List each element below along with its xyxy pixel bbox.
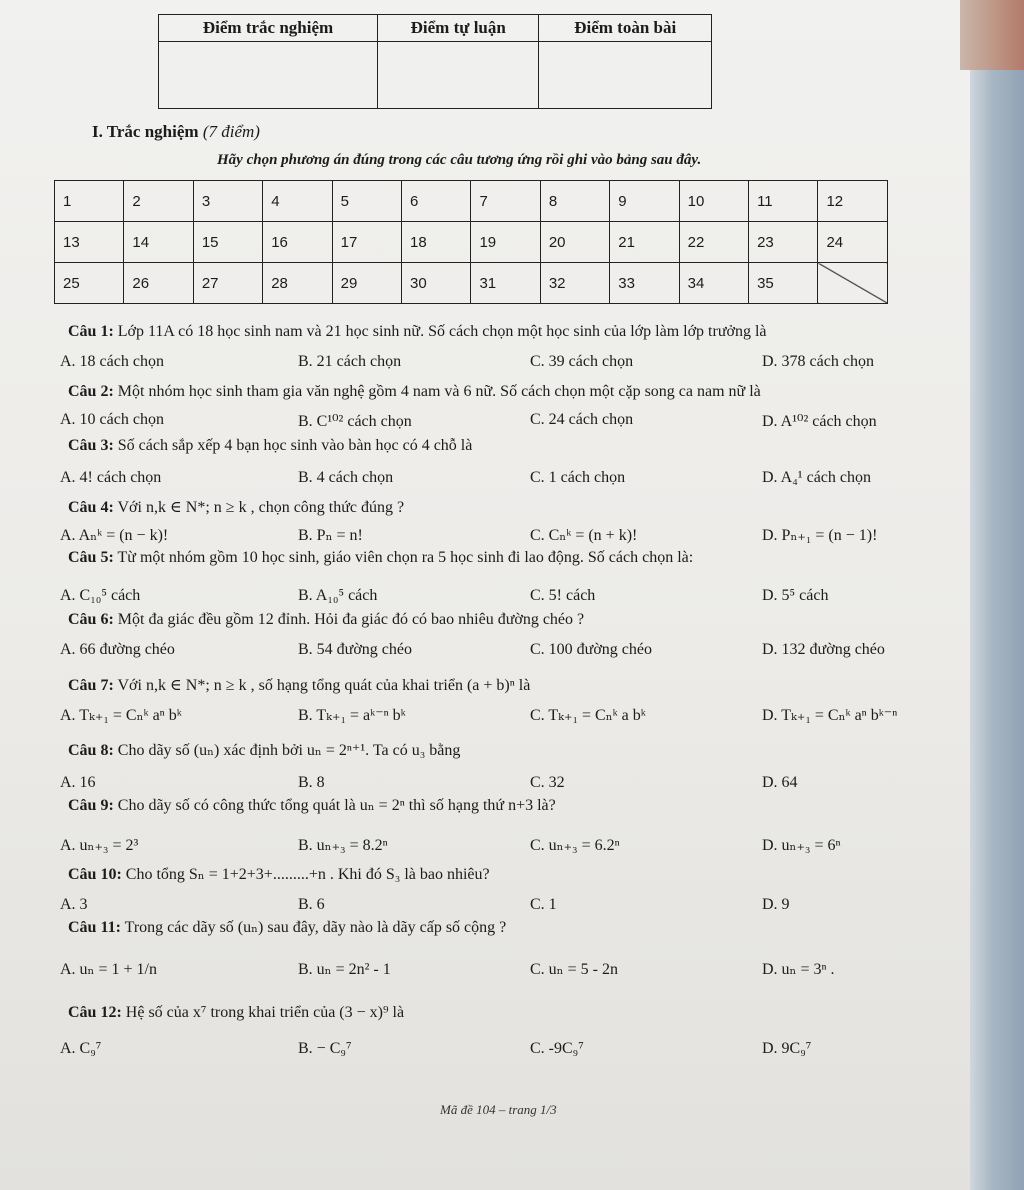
answer-cell-8[interactable]: 8 [540,181,609,222]
answer-cell-7[interactable]: 7 [471,181,540,222]
question-8-option-c: C. 32 [530,774,565,791]
question-1-option-a: A. 18 cách chọn [60,353,164,370]
question-text: Một nhóm học sinh tham gia văn nghệ gồm 4 nam và 6 nữ. Số cách chọn một cặp song ca nam nữ là [117,383,761,400]
answer-cell-16[interactable]: 16 [263,222,332,263]
answer-cell-34[interactable]: 34 [679,263,748,304]
answer-cell-3[interactable]: 3 [193,181,262,222]
answer-cell-30[interactable]: 30 [402,263,471,304]
answer-cell-21[interactable]: 21 [610,222,679,263]
answer-grid [54,180,888,304]
question-1-option-b: B. 21 cách chọn [298,353,402,370]
question-label: Câu 5: [68,549,114,566]
question-4-option-c: C. Cₙᵏ = (n + k)! [530,527,638,544]
question-2-option-c: C. 24 cách chọn [530,411,634,428]
answer-cell-9[interactable]: 9 [610,181,679,222]
section-instruction: Hãy chọn phương án đúng trong các câu tương ứng rồi ghi vào bảng sau đây. [217,152,702,168]
question-label: Câu 4: [68,499,114,516]
answer-cell-23[interactable]: 23 [749,222,818,263]
question-label: Câu 8: [68,742,114,759]
question-text: Một đa giác đều gồm 12 đỉnh. Hỏi đa giác đó có bao nhiêu đường chéo ? [117,611,585,628]
question-8 [68,740,460,760]
answer-cell-14[interactable]: 14 [124,222,193,263]
answer-cell-22[interactable]: 22 [679,222,748,263]
question-4-option-b: B. Pₙ = n! [298,527,363,544]
question-5-option-c: C. 5! cách [530,587,596,604]
question-3-option-b: B. 4 cách chọn [298,469,394,486]
question-text: Trong các dãy số (uₙ) sau đây, dãy nào là dãy cấp số cộng ? [124,919,507,936]
question-9-option-c: C. uₙ₊₃ = 6.2ⁿ [530,837,620,854]
score-cell-total[interactable] [539,42,712,109]
question-12-option-c: C. -9C₉⁷ [530,1040,584,1057]
question-11-option-a: A. uₙ = 1 + 1/n [60,961,157,978]
question-text: Cho dãy số có công thức tổng quát là uₙ = 2ⁿ thì số hạng thứ n+3 là? [117,797,556,814]
page-background-corner [960,0,1024,70]
answer-cell-35[interactable]: 35 [749,263,818,304]
question-5-option-d: D. 5⁵ cách [762,587,829,604]
question-2-option-a: A. 10 cách chọn [60,411,164,428]
question-6-option-d: D. 132 đường chéo [762,641,885,658]
answer-cell-28[interactable]: 28 [263,263,332,304]
question-label: Câu 2: [68,383,114,400]
score-cell-essay[interactable] [378,42,539,109]
question-text: Hệ số của x⁷ trong khai triển của (3 − x)⁹ là [125,1004,405,1021]
question-2 [68,383,761,401]
score-header-essay: Điểm tự luận [378,15,539,42]
page-background-edge [970,0,1024,1190]
question-4 [68,497,404,517]
question-1-option-c: C. 39 cách chọn [530,353,634,370]
question-11-option-d: D. uₙ = 3ⁿ . [762,961,835,978]
question-text: Cho tổng Sₙ = 1+2+3+.........+n . Khi đó S₃ là bao nhiêu? [125,866,490,883]
question-5-option-b: B. A₁₀⁵ cách [298,587,378,604]
question-3-option-c: C. 1 cách chọn [530,469,626,486]
section-title: I. Trắc nghiệm (7 điểm) [92,122,260,141]
answer-cell-10[interactable]: 10 [679,181,748,222]
score-cell-mcq[interactable] [159,42,378,109]
score-table [158,14,712,109]
question-5-option-a: A. C₁₀⁵ cách [60,587,141,604]
question-10 [68,864,490,884]
question-label: Câu 11: [68,919,121,936]
question-text: Cho dãy số (uₙ) xác định bởi uₙ = 2ⁿ⁺¹. Ta có u₃ bằng [117,742,461,759]
question-3-option-d: D. A₄¹ cách chọn [762,469,872,486]
question-12-option-d: D. 9C₉⁷ [762,1040,812,1057]
question-9 [68,795,556,815]
answer-cell-32[interactable]: 32 [540,263,609,304]
answer-cell-29[interactable]: 29 [332,263,401,304]
question-11-option-c: C. uₙ = 5 - 2n [530,961,618,978]
question-text: Số cách sắp xếp 4 bạn học sinh vào bàn học có 4 chỗ là [117,437,473,454]
question-label: Câu 1: [68,323,114,340]
answer-cell-12[interactable]: 12 [818,181,888,222]
question-text: Với n,k ∈ N*; n ≥ k , chọn công thức đúng ? [117,499,405,516]
question-2-option-b: B. C¹⁰² cách chọn [298,413,412,430]
answer-cell-1[interactable]: 1 [55,181,124,222]
answer-cell-20[interactable]: 20 [540,222,609,263]
question-9-option-a: A. uₙ₊₃ = 2³ [60,837,139,854]
question-3-option-a: A. 4! cách chọn [60,469,162,486]
question-text: Lớp 11A có 18 học sinh nam và 21 học sinh nữ. Số cách chọn một học sinh của lớp làm lớp trưởng là [117,323,767,340]
question-10-option-b: B. 6 [298,896,325,913]
question-7-option-c: C. Tₖ₊₁ = Cₙᵏ a bᵏ [530,707,646,724]
question-1 [68,323,767,341]
question-8-option-b: B. 8 [298,774,325,791]
score-header-total: Điểm toàn bài [539,15,712,42]
answer-cell-5[interactable]: 5 [332,181,401,222]
question-10-option-d: D. 9 [762,896,790,913]
question-6-option-b: B. 54 đường chéo [298,641,413,658]
answer-cell-15[interactable]: 15 [193,222,262,263]
answer-cell-26[interactable]: 26 [124,263,193,304]
question-9-option-d: D. uₙ₊₃ = 6ⁿ [762,837,841,854]
answer-cell-17[interactable]: 17 [332,222,401,263]
question-8-option-d: D. 64 [762,774,798,791]
question-6 [68,611,584,629]
question-8-option-a: A. 16 [60,774,96,791]
question-label: Câu 9: [68,797,114,814]
question-6-option-a: A. 66 đường chéo [60,641,175,658]
answer-cell-blank[interactable] [818,263,888,304]
question-4-option-a: A. Aₙᵏ = (n − k)! [60,527,169,544]
answer-cell-24[interactable]: 24 [818,222,888,263]
question-6-option-c: C. 100 đường chéo [530,641,653,658]
answer-cell-18[interactable]: 18 [402,222,471,263]
answer-cell-4[interactable]: 4 [263,181,332,222]
question-11 [68,917,506,937]
question-4-option-d: D. Pₙ₊₁ = (n − 1)! [762,527,878,544]
question-text: Với n,k ∈ N*; n ≥ k , số hạng tổng quát của khai triển (a + b)ⁿ là [117,677,531,694]
question-label: Câu 10: [68,866,122,883]
question-7-option-a: A. Tₖ₊₁ = Cₙᵏ aⁿ bᵏ [60,707,182,724]
answer-cell-31[interactable]: 31 [471,263,540,304]
question-label: Câu 3: [68,437,114,454]
answer-cell-25[interactable]: 25 [55,263,124,304]
question-7-option-b: B. Tₖ₊₁ = aᵏ⁻ⁿ bᵏ [298,707,406,724]
question-label: Câu 12: [68,1004,122,1021]
answer-cell-13[interactable]: 13 [55,222,124,263]
question-12-option-a: A. C₉⁷ [60,1040,102,1057]
question-11-option-b: B. uₙ = 2n² - 1 [298,961,391,978]
question-label: Câu 7: [68,677,114,694]
answer-cell-11[interactable]: 11 [749,181,818,222]
answer-cell-33[interactable]: 33 [610,263,679,304]
question-5 [68,549,693,567]
question-3 [68,437,472,455]
answer-cell-6[interactable]: 6 [402,181,471,222]
question-12-option-b: B. − C₉⁷ [298,1040,352,1057]
answer-cell-27[interactable]: 27 [193,263,262,304]
answer-cell-2[interactable]: 2 [124,181,193,222]
question-7-option-d: D. Tₖ₊₁ = Cₙᵏ aⁿ bᵏ⁻ⁿ [762,707,898,724]
question-7 [68,675,530,695]
question-10-option-a: A. 3 [60,896,88,913]
page-footer: Mã đề 104 – trang 1/3 [440,1102,557,1117]
question-text: Từ một nhóm gồm 10 học sinh, giáo viên chọn ra 5 học sinh đi lao động. Số cách chọn là: [117,549,694,566]
answer-cell-19[interactable]: 19 [471,222,540,263]
question-9-option-b: B. uₙ₊₃ = 8.2ⁿ [298,837,388,854]
question-10-option-c: C. 1 [530,896,557,913]
question-1-option-d: D. 378 cách chọn [762,353,874,370]
score-header-mcq: Điểm trắc nghiệm [159,15,378,42]
question-12 [68,1004,404,1022]
question-2-option-d: D. A¹⁰² cách chọn [762,413,877,430]
question-label: Câu 6: [68,611,114,628]
